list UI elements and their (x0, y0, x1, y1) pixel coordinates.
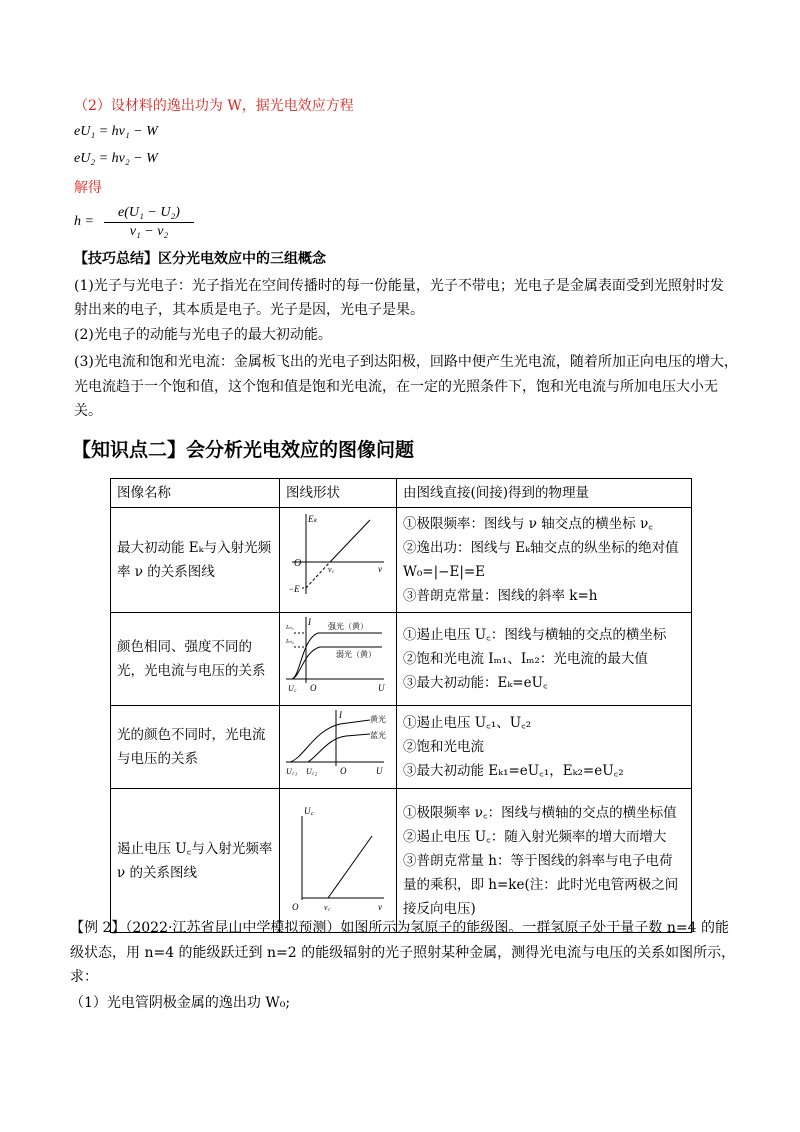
g4-x-label: ν (378, 901, 382, 912)
g3-uc1: U꜀₁ (286, 767, 298, 776)
g2-origin: O (310, 683, 317, 693)
row2-item3: ③最大初动能：Eₖ=eU꜀ (403, 675, 548, 691)
g2-weak-label: 弱光（黄） (336, 650, 376, 659)
row2-name: 颜色相同、强度不同的光，光电流与电压的关系 (111, 613, 280, 706)
row4-quantities (397, 789, 692, 933)
row1-item2: ②逸出功：图线与 Eₖ轴交点的纵坐标的绝对值 W₀=|−E|=E (403, 540, 679, 580)
row1-graph (280, 508, 397, 613)
g1-y-label: Eₖ (308, 514, 318, 524)
g2-im2: Iₘ₂ (286, 639, 294, 645)
table-header-row (111, 479, 692, 508)
example-line1: 【例 2】（2022·江苏省昆山中学模拟预测）如图所示为氢原子的能级图。一群氢原子处于量子数 n=4 的能 (70, 920, 729, 936)
row4-item3: ③普朗克常量 h：等于图线的斜率与电子电荷量的乘积，即 h=ke(注：此时光电管两极之间接反向电压) (403, 852, 679, 917)
g2-im1: Iₘ₁ (286, 625, 294, 631)
summary-p1-line1: (1)光子与光电子：光子指光在空间传播时的每一份能量，光子不带电；光电子是金属表面受到光照射时发 (74, 278, 724, 294)
g3-blue-label: 蓝光 (370, 731, 386, 740)
uc-vs-frequency-graph (284, 802, 388, 912)
section-title: 【知识点二】会分析光电效应的图像问题 (72, 439, 415, 461)
h-denominator: ν₁ − ν₂ (129, 224, 169, 239)
header-shape: 图线形状 (280, 479, 397, 508)
table-row (111, 789, 692, 933)
table-row (111, 706, 692, 789)
row3-item3: ③最大初动能 Eₖ₁=eU꜀₁，Eₖ₂=eU꜀₂ (403, 763, 624, 779)
g1-neg-e: −E (288, 584, 300, 594)
header-name: 图像名称 (111, 479, 280, 508)
example-line2: 级状态，用 n=4 的能级跃迁到 n=2 的能级辐射的光子照射某种金属，测得光电流与电压的关系如图所示， (70, 945, 736, 961)
row2-graph (280, 613, 397, 706)
g1-origin: O (294, 558, 302, 569)
summary-p3-line1: (3)光电流和饱和光电流：金属板飞出的光电子到达阳极，回路中便产生光电流，随着所加正向电压的增大， (74, 354, 738, 370)
g2-y-label: I (308, 617, 311, 627)
example-line3: 求： (70, 969, 98, 985)
row2-item1: ①遏止电压 U꜀：图线与横轴的交点的横坐标 (403, 627, 667, 643)
example-question-1: （1）光电管阴极金属的逸出功 W₀; (70, 995, 291, 1011)
h-fraction (104, 204, 194, 241)
current-vs-voltage-intensity-graph (284, 615, 388, 695)
table-row (111, 613, 692, 706)
row1-item3: ③普朗克常量：图线的斜率 k=h (403, 588, 598, 604)
g3-uc2: U꜀₂ (306, 767, 318, 776)
row2-item2: ②饱和光电流 Iₘ₁、Iₘ₂：光电流的最大值 (403, 651, 648, 667)
equation-1: eU₁ = hν₁ − W (74, 124, 158, 139)
summary-heading: 【技巧总结】区分光电效应中的三组概念 (74, 251, 326, 267)
g3-origin: O (340, 766, 347, 776)
g4-origin: O (292, 901, 299, 912)
h-lhs: h = (74, 214, 94, 229)
row1-quantities (397, 508, 692, 613)
header-quantity: 由图线直接(间接)得到的物理量 (397, 479, 692, 508)
part2-title: （2）设材料的逸出功为 W，据光电效应方程 (74, 98, 354, 114)
g3-yellow-label: 黄光 (370, 715, 386, 724)
g4-vc: ν꜀ (324, 902, 331, 912)
g4-y-label: U꜀ (304, 805, 314, 816)
graph-table (110, 478, 692, 933)
row3-item1: ①遏止电压 U꜀₁、U꜀₂ (403, 715, 532, 731)
g3-y-label: I (339, 710, 342, 720)
g2-strong-label: 强光（黄） (328, 622, 368, 631)
row1-item1: ①极限频率：图线与 ν 轴交点的横坐标 ν꜀ (403, 516, 653, 532)
solve-label: 解得 (74, 180, 102, 196)
g1-vc: ν꜀ (328, 565, 335, 574)
row2-quantities (397, 613, 692, 706)
table-row (111, 508, 692, 613)
current-vs-voltage-color-graph (284, 708, 388, 778)
row3-graph (280, 706, 397, 789)
g3-x-label: U (376, 766, 383, 776)
row3-quantities (397, 706, 692, 789)
h-numerator: e(U₁ − U₂) (104, 204, 194, 223)
summary-p2: (2)光电子的动能与光电子的最大初动能。 (74, 327, 332, 343)
summary-p3-line3: 关。 (74, 403, 102, 419)
equation-2: eU₂ = hν₂ − W (74, 151, 158, 166)
ek-vs-frequency-graph (284, 510, 388, 602)
g2-x-label: U (378, 683, 385, 693)
row4-item1: ①极限频率 ν꜀：图线与横轴的交点的横坐标值 (403, 804, 677, 821)
summary-p3-line2: 光电流趋于一个饱和值，这个饱和值是饱和光电流，在一定的光照条件下，饱和光电流与所加电压大小无 (74, 379, 718, 395)
row4-item2: ②遏止电压 U꜀：随入射光频率的增大而增大 (403, 828, 667, 845)
row3-name: 光的颜色不同时，光电流与电压的关系 (111, 706, 280, 789)
row1-name: 最大初动能 Eₖ与入射光频率 ν 的关系图线 (111, 508, 280, 613)
row4-graph (280, 789, 397, 933)
summary-p1-line2: 射出来的电子，其本质是电子。光子是因，光电子是果。 (74, 302, 424, 318)
row3-item2: ②饱和光电流 (403, 739, 484, 755)
g1-x-label: ν (378, 564, 382, 574)
row4-name: 遏止电压 U꜀与入射光频率 ν 的关系图线 (111, 789, 280, 933)
g2-uc: U꜀ (288, 684, 297, 693)
